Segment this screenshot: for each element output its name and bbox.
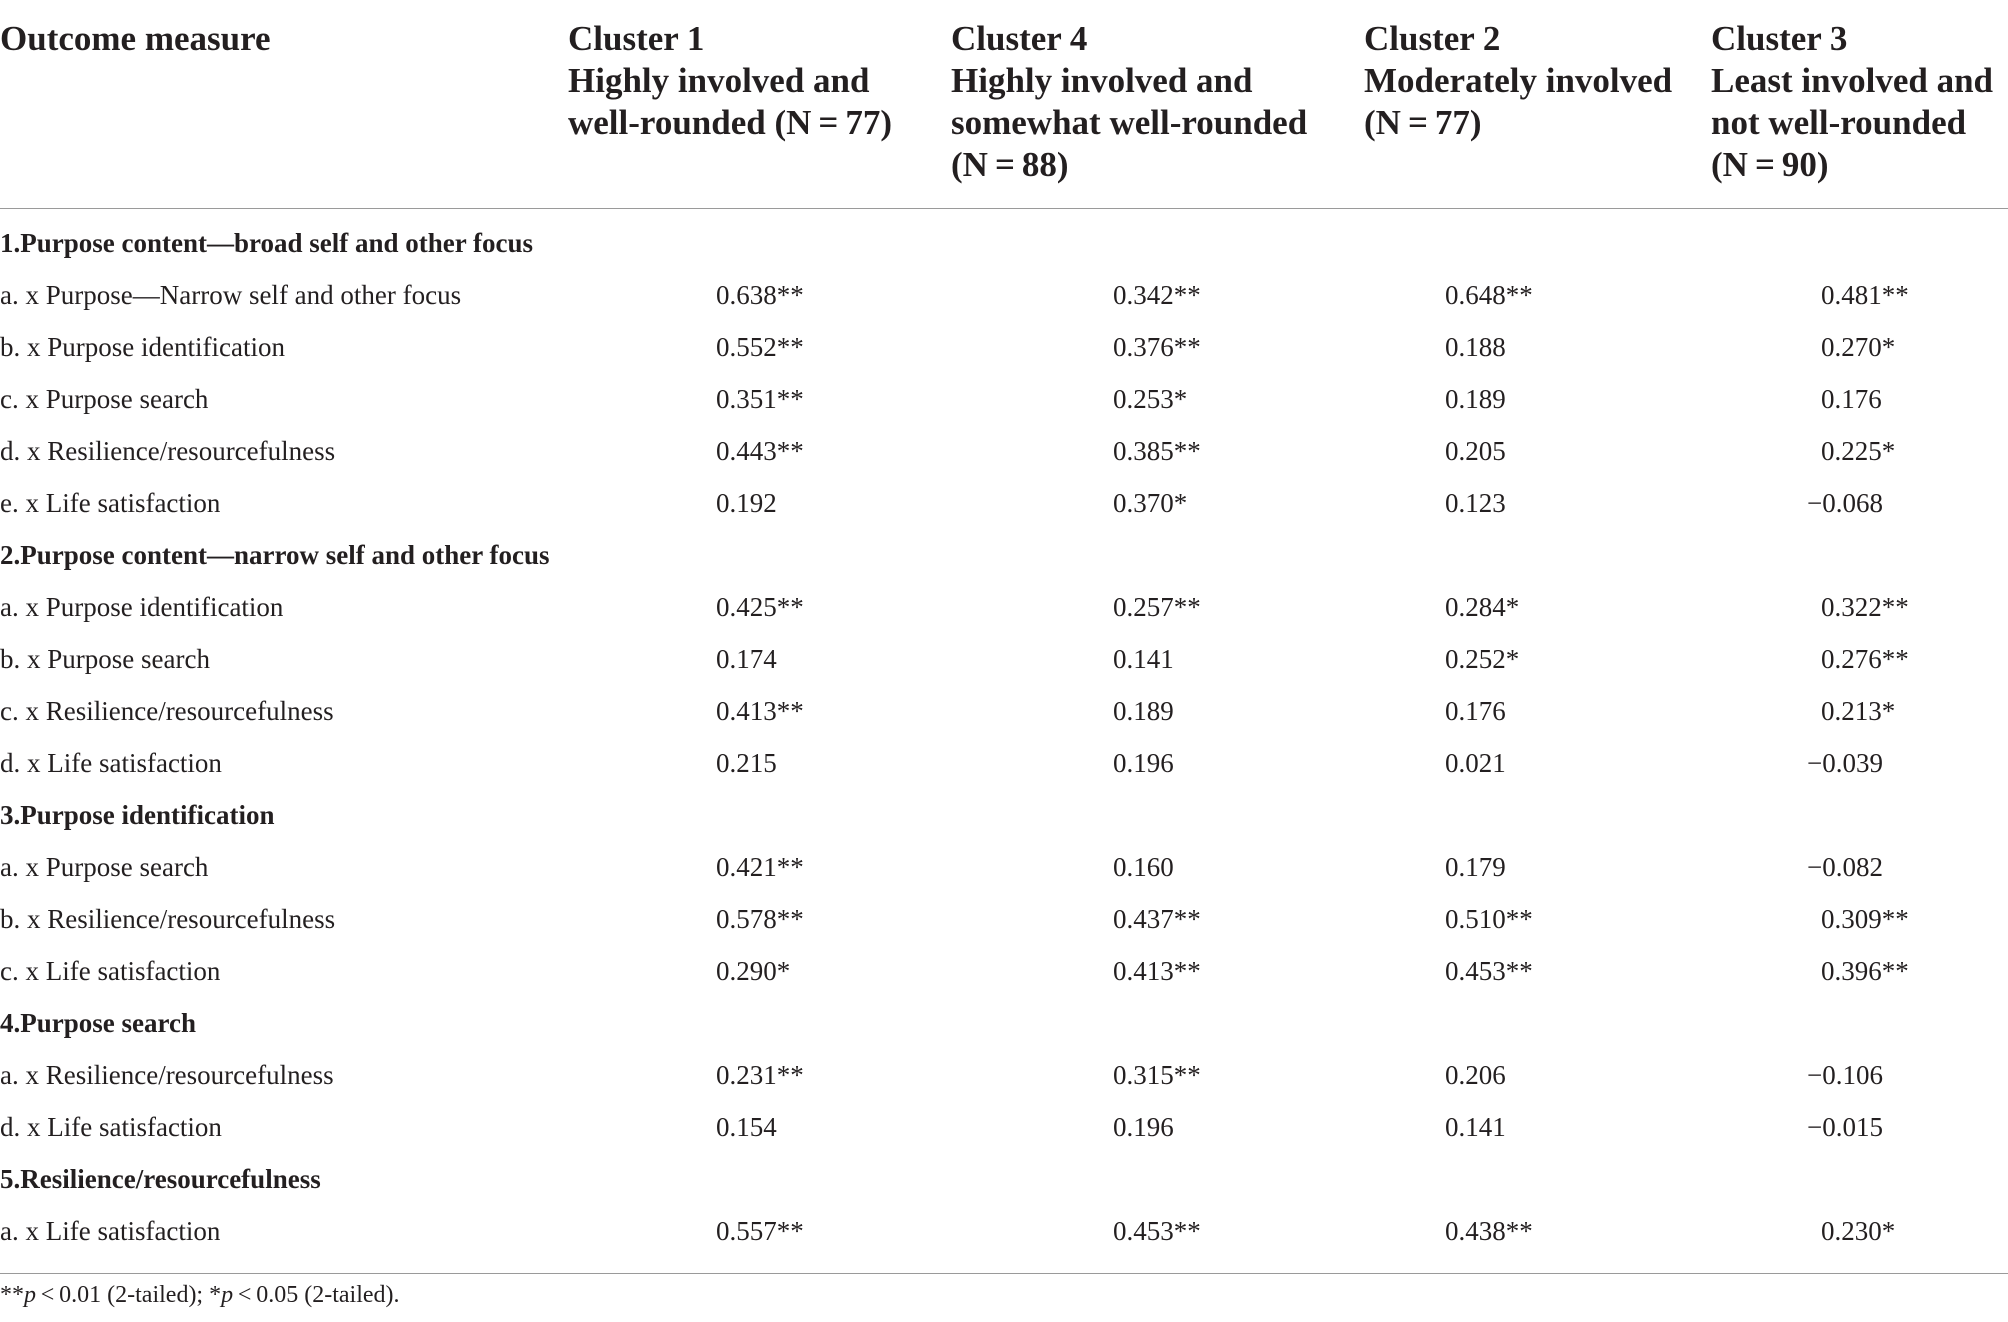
correlation-value: 0.648** xyxy=(1445,280,1533,310)
correlation-value: 0.021 xyxy=(1445,748,1506,778)
table-row xyxy=(0,1101,2008,1153)
column-header-line: Cluster 4 xyxy=(951,19,1088,58)
correlation-value: 0.141 xyxy=(1445,1112,1506,1142)
correlation-value xyxy=(1711,425,2008,477)
column-header-cluster xyxy=(568,18,951,209)
table-row xyxy=(0,633,2008,685)
footnote-stars-double: ** xyxy=(0,1282,24,1308)
correlation-value xyxy=(1711,373,2008,425)
section-title: 1.Purpose content—broad self and other focus xyxy=(0,228,534,258)
correlation-value: 0.443** xyxy=(716,436,804,466)
row-label: d. x Resilience/resourcefulness xyxy=(0,436,336,466)
correlation-value: 0.160 xyxy=(1113,852,1174,882)
table-row xyxy=(0,841,2008,893)
section-title: 5.Resilience/resourcefulness xyxy=(0,1164,321,1194)
correlation-value: 0.385** xyxy=(1113,436,1201,466)
correlation-value: 0.176 xyxy=(1445,696,1506,726)
row-label: d. x Life satisfaction xyxy=(0,748,222,778)
table-header xyxy=(0,18,2008,209)
row-label: a. x Purpose identification xyxy=(0,592,284,622)
row-label: d. x Life satisfaction xyxy=(0,1112,222,1142)
section-row xyxy=(0,529,2008,581)
correlation-value: 0.154 xyxy=(716,1112,777,1142)
correlation-value: 0.453** xyxy=(951,1205,1364,1274)
row-label: c. x Purpose search xyxy=(0,384,209,414)
correlation-value: 0.253* xyxy=(1113,384,1188,414)
footnote-p-symbol: p xyxy=(24,1282,36,1308)
correlation-value-text: −0.039 xyxy=(1807,748,1883,778)
correlation-value xyxy=(1711,841,2008,893)
correlation-value: 0.552** xyxy=(716,332,804,362)
column-header-line: Highly involved and xyxy=(568,61,870,100)
correlation-value xyxy=(1711,269,2008,321)
footnote-stars-single: * xyxy=(209,1282,222,1308)
correlation-value: 0.196 xyxy=(1113,748,1174,778)
correlation-value: 0.205 xyxy=(1445,436,1506,466)
correlation-value xyxy=(1711,321,2008,373)
table-body xyxy=(0,209,2008,1274)
column-header-outcome-measure xyxy=(0,18,568,209)
table-row xyxy=(0,1205,2008,1274)
row-label: b. x Resilience/resourcefulness xyxy=(0,904,336,934)
correlation-value-text: 0.322** xyxy=(1821,592,1909,622)
section-row xyxy=(0,789,2008,841)
table-footnote xyxy=(0,1280,400,1310)
column-header-line: Cluster 3 xyxy=(1711,19,1848,58)
correlation-value xyxy=(1711,477,2008,529)
correlation-value-text: 0.225* xyxy=(1821,436,1896,466)
column-header-line: (N = 90) xyxy=(1711,145,1829,184)
correlation-value xyxy=(1711,1205,2008,1274)
correlation-value: 0.351** xyxy=(716,384,804,414)
correlation-value: 0.196 xyxy=(1113,1112,1174,1142)
table-row xyxy=(0,737,2008,789)
footnote-text-2: < 0.05 (2-tailed). xyxy=(233,1282,400,1308)
correlation-value xyxy=(1711,945,2008,997)
table-row xyxy=(0,425,2008,477)
correlation-value xyxy=(1711,1101,2008,1153)
table-row xyxy=(0,269,2008,321)
correlation-value xyxy=(1711,581,2008,633)
correlation-value: 0.438** xyxy=(1364,1205,1711,1274)
correlation-value: 0.376** xyxy=(1113,332,1201,362)
correlation-value xyxy=(1711,737,2008,789)
table-row xyxy=(0,581,2008,633)
correlation-value: 0.206 xyxy=(1445,1060,1506,1090)
correlation-value xyxy=(1711,633,2008,685)
column-header-line: Moderately involved xyxy=(1364,61,1673,100)
section-row xyxy=(0,1153,2008,1205)
correlation-value: 0.638** xyxy=(716,280,804,310)
row-label: e. x Life satisfaction xyxy=(0,488,221,518)
column-header-line: Outcome measure xyxy=(0,19,271,58)
correlation-value: 0.215 xyxy=(716,748,777,778)
correlation-value: 0.421** xyxy=(716,852,804,882)
column-header-line: Cluster 1 xyxy=(568,19,705,58)
footnote-text-1: < 0.01 (2-tailed); xyxy=(36,1282,210,1308)
correlation-value-text: 0.270* xyxy=(1821,332,1896,362)
correlation-value-text: −0.106 xyxy=(1807,1060,1883,1090)
column-header-line: somewhat well-rounded xyxy=(951,103,1308,142)
column-header-line: Least involved and xyxy=(1711,61,1993,100)
correlation-value: 0.257** xyxy=(1113,592,1201,622)
correlation-value: 0.557** xyxy=(568,1205,951,1274)
row-label: b. x Purpose identification xyxy=(0,332,285,362)
correlation-value: 0.252* xyxy=(1445,644,1520,674)
correlation-value-text: 0.213* xyxy=(1821,696,1896,726)
correlation-value-text: 0.396** xyxy=(1821,956,1909,986)
section-title: 4.Purpose search xyxy=(0,1008,196,1038)
row-label: a. x Purpose—Narrow self and other focus xyxy=(0,280,462,310)
column-header-line: well-rounded (N = 77) xyxy=(568,103,893,142)
correlation-value: 0.510** xyxy=(1445,904,1533,934)
column-header-line: (N = 77) xyxy=(1364,103,1482,142)
row-label: c. x Life satisfaction xyxy=(0,956,221,986)
column-header-line: (N = 88) xyxy=(951,145,1069,184)
table-row xyxy=(0,373,2008,425)
column-header-cluster xyxy=(1711,18,2008,209)
correlation-value-text: −0.082 xyxy=(1807,852,1883,882)
section-row xyxy=(0,209,2008,270)
section-title: 3.Purpose identification xyxy=(0,800,275,830)
table-row xyxy=(0,945,2008,997)
correlation-value-text: −0.015 xyxy=(1807,1112,1883,1142)
section-title: 2.Purpose content—narrow self and other focus xyxy=(0,540,550,570)
column-header-line: not well-rounded xyxy=(1711,103,1967,142)
table-row xyxy=(0,321,2008,373)
correlation-value-text: 0.230* xyxy=(1821,1216,1896,1246)
correlation-value-text: −0.068 xyxy=(1807,488,1883,518)
correlation-value xyxy=(1711,685,2008,737)
correlation-value-text: 0.276** xyxy=(1821,644,1909,674)
correlation-value-text: 0.309** xyxy=(1821,904,1909,934)
correlation-value: 0.453** xyxy=(1445,956,1533,986)
correlation-value: 0.188 xyxy=(1445,332,1506,362)
correlation-value: 0.189 xyxy=(1445,384,1506,414)
correlation-value: 0.290* xyxy=(716,956,791,986)
column-header-cluster xyxy=(1364,18,1711,209)
correlation-value-text: 0.481** xyxy=(1821,280,1909,310)
table-row xyxy=(0,1049,2008,1101)
table-row xyxy=(0,685,2008,737)
row-label: b. x Purpose search xyxy=(0,644,210,674)
header-row xyxy=(0,18,2008,209)
correlation-value: 0.192 xyxy=(716,488,777,518)
correlation-value: 0.413** xyxy=(1113,956,1201,986)
correlation-value: 0.413** xyxy=(716,696,804,726)
correlation-value: 0.342** xyxy=(1113,280,1201,310)
correlation-value: 0.437** xyxy=(1113,904,1201,934)
section-row xyxy=(0,997,2008,1049)
correlation-value: 0.284* xyxy=(1445,592,1520,622)
column-header-line: Highly involved and xyxy=(951,61,1253,100)
correlation-value: 0.231** xyxy=(716,1060,804,1090)
table-row xyxy=(0,893,2008,945)
correlation-table xyxy=(0,18,2008,1274)
row-label: a. x Life satisfaction xyxy=(0,1205,568,1274)
correlation-value xyxy=(1711,1049,2008,1101)
footnote-p-symbol: p xyxy=(221,1282,234,1308)
correlation-value: 0.370* xyxy=(1113,488,1188,518)
row-label: a. x Resilience/resourcefulness xyxy=(0,1060,334,1090)
correlation-value xyxy=(1711,893,2008,945)
column-header-line: Cluster 2 xyxy=(1364,19,1501,58)
correlation-value: 0.578** xyxy=(716,904,804,934)
correlation-value: 0.189 xyxy=(1113,696,1174,726)
row-label: c. x Resilience/resourcefulness xyxy=(0,696,334,726)
row-label: a. x Purpose search xyxy=(0,852,209,882)
correlation-value: 0.141 xyxy=(1113,644,1174,674)
correlation-value: 0.123 xyxy=(1445,488,1506,518)
correlation-value: 0.179 xyxy=(1445,852,1506,882)
column-header-cluster xyxy=(951,18,1364,209)
correlation-value: 0.174 xyxy=(716,644,777,674)
table-row xyxy=(0,477,2008,529)
correlation-value: 0.425** xyxy=(716,592,804,622)
correlation-value: 0.315** xyxy=(1113,1060,1201,1090)
correlation-value-text: 0.176 xyxy=(1821,384,1882,414)
